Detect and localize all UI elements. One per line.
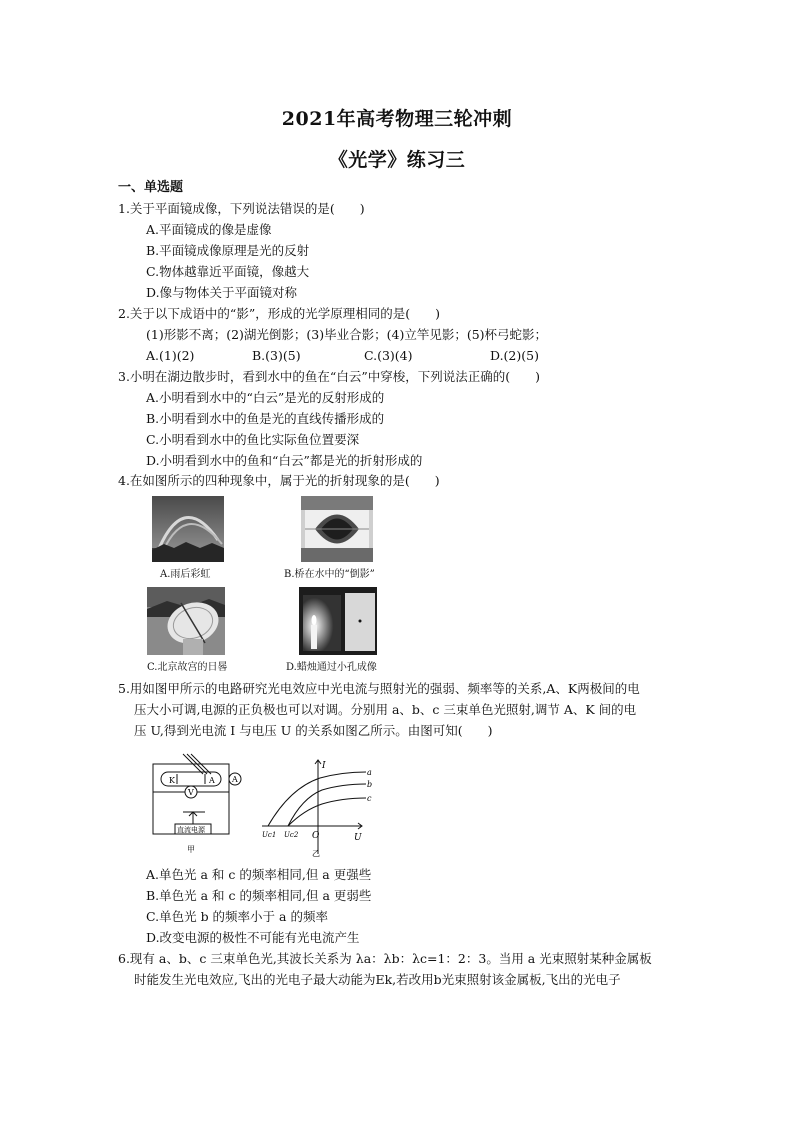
candle-pinhole-photo xyxy=(299,587,377,655)
question-2-options xyxy=(146,347,566,365)
question-5-option-c: C.单色光 b 的频率小于 a 的频率 xyxy=(146,909,328,924)
stopping-voltage-2-label: Uc2 xyxy=(284,831,299,839)
sundial-photo xyxy=(147,587,225,655)
question-1-option-a: A.平面镜成的像是虚像 xyxy=(146,222,272,237)
current-axis-label: I xyxy=(322,761,326,771)
curve-a-label: a xyxy=(367,768,372,777)
bridge-reflection-photo xyxy=(301,496,373,562)
power-source-label: 直流电源 xyxy=(177,826,205,834)
current-voltage-graph xyxy=(262,758,372,860)
cathode-label: K xyxy=(169,776,175,785)
section-heading: 一、单选题 xyxy=(118,180,184,195)
question-3-option-a: A.小明看到水中的“白云”是光的反射形成的 xyxy=(146,390,385,405)
question-2-stem: 2.关于以下成语中的“影”，形成的光学原理相同的是( ) xyxy=(118,306,440,321)
caption-c: C.北京故宫的日晷 xyxy=(147,662,228,673)
rainbow-photo xyxy=(152,496,224,562)
question-5-option-d: D.改变电源的极性不可能有光电流产生 xyxy=(146,930,360,945)
question-5-option-b: B.单色光 a 和 c 的频率相同,但 a 更弱些 xyxy=(146,888,372,903)
question-1-option-c: C.物体越靠近平面镜，像越大 xyxy=(146,264,310,279)
question-2-option-a: A.(1)(2) xyxy=(146,348,195,363)
circuit-diagram xyxy=(143,752,247,858)
caption-a: A.雨后彩虹 xyxy=(160,569,211,580)
caption-d: D.蜡烛通过小孔成像 xyxy=(286,662,377,673)
question-2-option-c: C.(3)(4) xyxy=(364,348,413,363)
origin-label: O xyxy=(312,831,320,841)
question-1-stem: 1.关于平面镜成像，下列说法错误的是( ) xyxy=(118,201,365,216)
figure-jia-caption: 甲 xyxy=(187,845,195,854)
question-2-option-d: D.(2)(5) xyxy=(490,348,539,363)
question-1-option-b: B.平面镜成像原理是光的反射 xyxy=(146,243,310,258)
question-3-option-d: D.小明看到水中的鱼和“白云”都是光的折射形成的 xyxy=(146,453,423,468)
question-5-stem-line-2: 压大小可调,电源的正负极也可以对调。分别用 a、b、c 三束单色光照射,调节 A、K 间的电 xyxy=(134,702,637,717)
question-2-items: (1)形影不离；(2)湖光倒影；(3)毕业合影；(4)立竿见影；(5)杯弓蛇影； xyxy=(146,327,548,342)
document-title: 2021年高考物理三轮冲刺 xyxy=(281,108,513,130)
question-3-option-b: B.小明看到水中的鱼是光的直线传播形成的 xyxy=(146,411,385,426)
figure-yi-caption: 乙 xyxy=(312,849,320,858)
question-3-stem: 3.小明在湖边散步时，看到水中的鱼在“白云”中穿梭，下列说法正确的( ) xyxy=(118,369,540,384)
document-subtitle: 《光学》练习三 xyxy=(328,149,466,171)
stopping-voltage-1-label: Uc1 xyxy=(262,831,277,839)
question-5-option-a: A.单色光 a 和 c 的频率相同,但 a 更强些 xyxy=(146,867,372,882)
question-4-stem: 4.在如图所示的四种现象中，属于光的折射现象的是( ) xyxy=(118,473,440,488)
voltmeter-label: V xyxy=(188,788,194,797)
voltage-axis-label: U xyxy=(354,833,362,843)
question-3-option-c: C.小明看到水中的鱼比实际鱼位置要深 xyxy=(146,432,360,447)
caption-b: B.桥在水中的“倒影” xyxy=(284,569,375,580)
question-5-stem-line-1: 5.用如图甲所示的电路研究光电效应中光电流与照射光的强弱、频率等的关系,A、K两极间的电 xyxy=(118,681,640,696)
question-2-option-b: B.(3)(5) xyxy=(252,348,301,363)
curve-c-label: c xyxy=(367,794,372,803)
question-6-stem-line-1: 6.现有 a、b、c 三束单色光,其波长关系为 λa：λb：λc=1：2：3。当用 a 光束照射某种金属板 xyxy=(118,951,652,966)
ammeter-label: A xyxy=(232,775,238,784)
question-1-option-d: D.像与物体关于平面镜对称 xyxy=(146,285,298,300)
anode-label: A xyxy=(209,776,215,785)
question-5-stem-line-3: 压 U,得到光电流 I 与电压 U 的关系如图乙所示。由图可知( ) xyxy=(134,723,493,738)
curve-b-label: b xyxy=(367,780,372,789)
question-6-stem-line-2: 时能发生光电效应,飞出的光电子最大动能为Ek,若改用b光束照射该金属板,飞出的光电子 xyxy=(134,972,621,987)
